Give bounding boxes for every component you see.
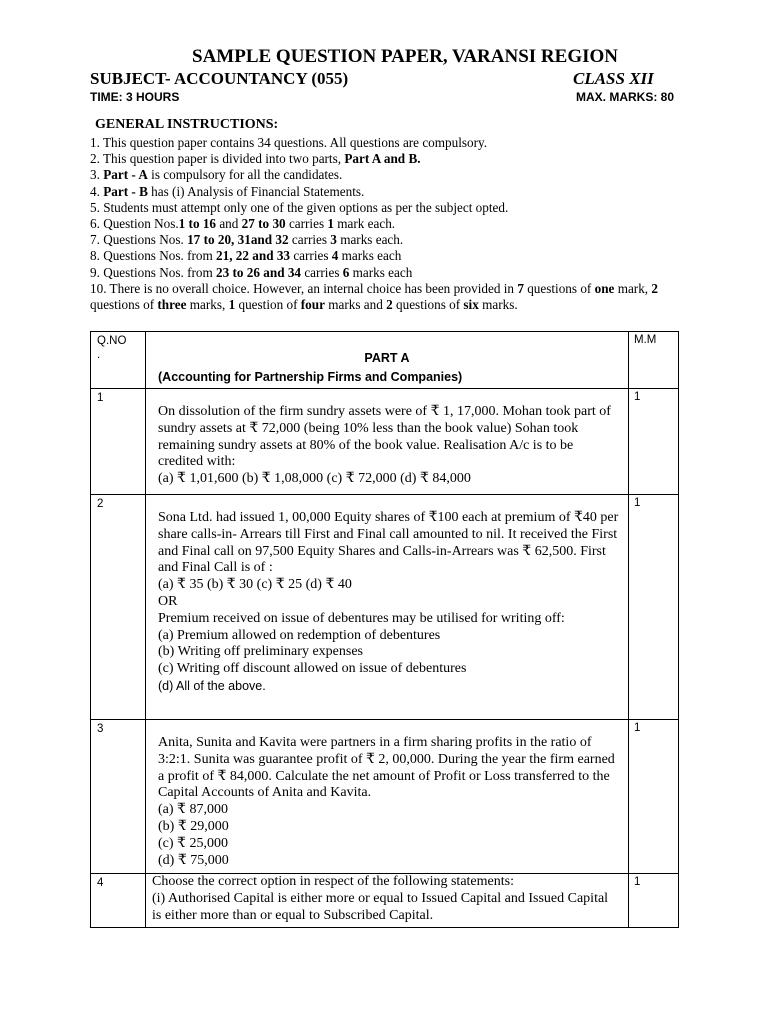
instruction-item — [90, 265, 680, 281]
instruction-text: 4. — [90, 183, 104, 199]
qno-header-line1: Q.NO — [97, 335, 127, 347]
question-option: (c) ₹ 25,000 — [158, 835, 228, 851]
or-label: OR — [158, 593, 178, 609]
instruction-text: and — [216, 216, 242, 232]
question-option: (b) ₹ 29,000 — [158, 818, 229, 834]
question-options: (a) ₹ 1,01,600 (b) ₹ 1,08,000 (c) ₹ 72,000 (d) ₹ 84,000 — [158, 471, 471, 487]
question-number: 3 — [91, 720, 146, 874]
instruction-text: 23 to 26 and 34 — [216, 264, 302, 280]
instruction-text: marks each — [349, 264, 413, 280]
instruction-text: 1. This question paper contains 34 questions. All questions are compulsory. — [90, 135, 488, 150]
question-marks: 1 — [629, 495, 679, 720]
instruction-text: 10. There is no overall choice. However, an internal choice has been provided in — [90, 280, 518, 296]
question-text — [146, 495, 629, 720]
question-marks: 1 — [629, 720, 679, 874]
instruction-text: three — [157, 297, 187, 313]
instruction-text: Part A and B. — [344, 151, 421, 167]
instruction-text: marks and — [324, 297, 387, 313]
instruction-text: carries — [285, 216, 328, 232]
instruction-text: 1 — [327, 216, 334, 232]
instruction-text: marks each. — [336, 232, 404, 248]
table-header-row — [91, 332, 679, 389]
instruction-text: carries — [301, 264, 343, 280]
question-number: 1 — [91, 389, 146, 495]
max-marks-label: MAX. MARKS: 80 — [576, 90, 675, 104]
question-marks: 1 — [629, 874, 679, 928]
instruction-text: questions of — [90, 297, 158, 313]
question-option: (d) All of the above. — [158, 678, 266, 693]
instruction-item — [90, 167, 680, 183]
instruction-text: 5. Students must attempt only one of the given options as per the subject opted. — [90, 199, 509, 215]
instructions-list — [90, 135, 680, 313]
question-number: 4 — [91, 874, 146, 928]
instruction-item — [90, 216, 680, 232]
table-row — [91, 874, 679, 928]
qno-header — [91, 332, 146, 389]
question-text — [146, 720, 629, 874]
instruction-text: questions of — [392, 297, 464, 313]
instruction-text: 21, 22 and 33 — [216, 248, 291, 264]
question-line: Premium received on issue of debentures may be utilised for writing off: — [158, 610, 565, 626]
question-line: Anita, Sunita and Kavita were partners in a firm sharing profits in the ratio of 3:2:1. Sunita was guarantee profit of ₹ 2, 00,000. During the year the firm earned a profit of ₹ 84,000. Calculate the net amount of Profit or Loss transferred to the Capital Accounts of Anita and Kavita. — [158, 735, 615, 801]
instruction-text: carries — [288, 232, 331, 248]
instruction-text: 3. — [90, 167, 104, 183]
part-subtitle: (Accounting for Partnership Firms and Companies) — [158, 370, 463, 384]
part-header — [146, 332, 629, 389]
question-line: On dissolution of the firm sundry assets were of ₹ 1, 17,000. Mohan took part of sundry assets at ₹ 72,000 (being 10% less than the book value) Sohan took remaining sundry assets at 80% of the book value. Realisation A/c is to be credited with: — [158, 404, 611, 470]
instruction-text: four — [300, 297, 325, 313]
instructions-heading: GENERAL INSTRUCTIONS: — [95, 117, 279, 132]
paper-title: SAMPLE QUESTION PAPER, VARANSI REGION — [192, 46, 618, 67]
question-option: (a) ₹ 87,000 — [158, 802, 228, 818]
instruction-item — [90, 151, 680, 167]
instruction-text: one — [594, 280, 615, 296]
table-row — [91, 720, 679, 874]
instruction-text: 6 — [342, 264, 350, 280]
instruction-item — [90, 281, 680, 313]
instruction-text: 2 — [386, 297, 393, 313]
instruction-text: question of — [235, 297, 301, 313]
instruction-text: marks each — [338, 248, 402, 264]
question-number: 2 — [91, 495, 146, 720]
question-text — [146, 874, 629, 928]
instruction-text: 17 to 20, 31and 32 — [187, 232, 289, 248]
instruction-text: 2. This question paper is divided into two parts, — [90, 151, 345, 167]
instruction-text: mark, — [614, 280, 652, 296]
part-title: PART A — [364, 351, 410, 365]
question-option: (d) ₹ 75,000 — [158, 852, 229, 868]
question-text — [146, 389, 629, 495]
question-line: Choose the correct option in respect of the following statements: — [152, 874, 514, 889]
class-label: CLASS XII — [573, 69, 654, 88]
subject-line: SUBJECT- ACCOUNTANCY (055) — [90, 69, 349, 88]
instruction-text: 2 — [651, 280, 658, 296]
instruction-text: 6. Question Nos. — [90, 216, 179, 232]
question-option: (c) Writing off discount allowed on issue of debentures — [158, 661, 467, 677]
instruction-text: 27 to 30 — [241, 216, 286, 232]
instruction-text: has (i) Analysis of Financial Statements. — [147, 183, 365, 199]
qno-header-line2: . — [97, 349, 101, 361]
question-options: (a) ₹ 35 (b) ₹ 30 (c) ₹ 25 (d) ₹ 40 — [158, 577, 352, 593]
question-line: (i) Authorised Capital is either more or equal to Issued Capital and Issued Capital is either more than or equal to Subscribed Capital. — [152, 890, 609, 923]
instruction-text: 7 — [517, 280, 524, 296]
question-marks: 1 — [629, 389, 679, 495]
table-row — [91, 495, 679, 720]
instruction-item — [90, 200, 680, 216]
question-option: (b) Writing off preliminary expenses — [158, 644, 363, 660]
time-label: TIME: 3 HOURS — [90, 90, 180, 104]
instruction-text: six — [463, 297, 479, 313]
instruction-text: 1 to 16 — [178, 216, 217, 232]
instruction-item — [90, 248, 680, 264]
instruction-item — [90, 232, 680, 248]
instruction-text: 3 — [330, 232, 337, 248]
instruction-item — [90, 184, 680, 200]
instruction-text: Part - A — [103, 167, 148, 183]
mm-header: M.M — [629, 332, 679, 389]
instruction-text: mark each. — [333, 216, 396, 232]
instruction-text: 4 — [331, 248, 339, 264]
instruction-text: 7. Questions Nos. — [90, 232, 188, 248]
question-line: Sona Ltd. had issued 1, 00,000 Equity shares of ₹100 each at premium of ₹40 per share calls-in- Arrears till First and Final call amounted to nil. It received the First and Final call on 97,500 Equity Shares and Calls-in-Arrears was ₹ 62,500. First and Final Call is of : — [158, 510, 619, 576]
questions-table — [90, 331, 679, 928]
table-row — [91, 389, 679, 495]
instruction-text: marks. — [478, 297, 518, 313]
instruction-text: 8. Questions Nos. from — [90, 248, 217, 264]
instruction-text: questions of — [523, 280, 595, 296]
instruction-text: 1 — [228, 297, 236, 313]
instruction-item — [90, 135, 680, 151]
instruction-text: 9. Questions Nos. from — [90, 264, 217, 280]
question-option: (a) Premium allowed on redemption of debentures — [158, 627, 441, 643]
instruction-text: is compulsory for all the candidates. — [147, 167, 343, 183]
instruction-text: carries — [290, 248, 332, 264]
instruction-text: marks, — [186, 297, 229, 313]
instruction-text: Part - B — [103, 183, 148, 199]
